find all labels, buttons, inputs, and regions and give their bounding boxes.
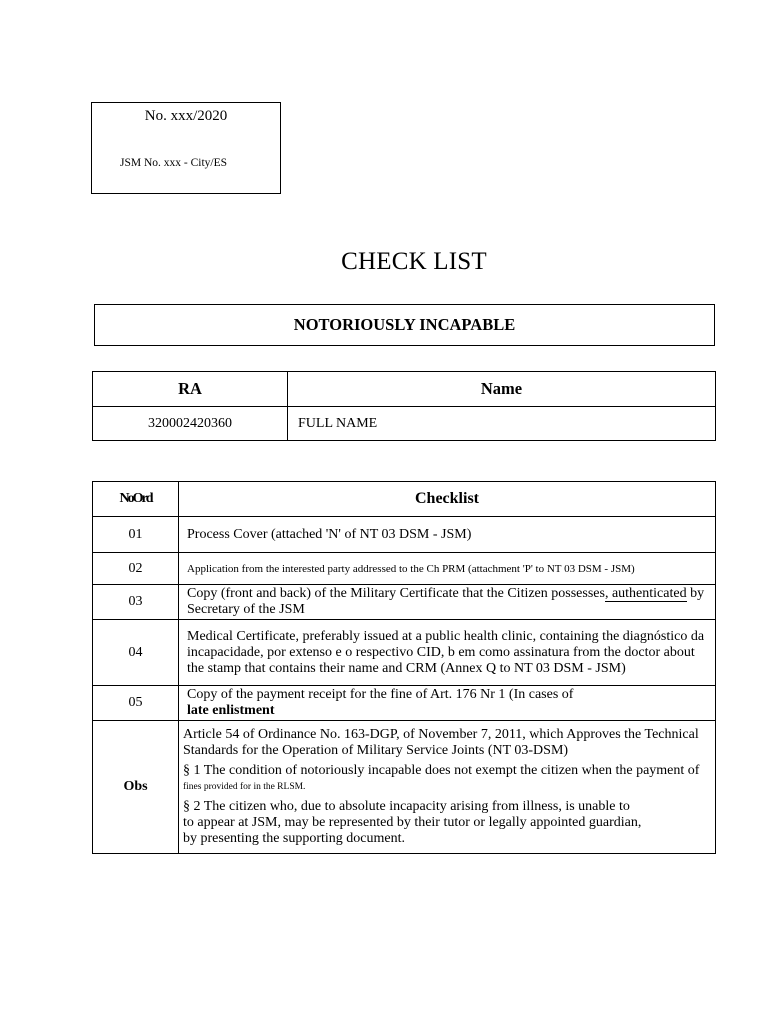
ra-value: 320002420360	[93, 407, 288, 441]
identity-header-row	[93, 372, 716, 407]
page-title: CHECK LIST	[341, 248, 487, 275]
subtitle-box: NOTORIOUSLY INCAPABLE	[94, 304, 715, 346]
item-text-part: by Secretary of the JSM	[187, 586, 705, 617]
table-row	[93, 686, 716, 721]
jsm-reference: JSM No. xxx - City/ES	[120, 157, 228, 169]
item-text: Medical Certificate, preferably issued at a public health clinic, containing the diagnóstico da incapacidade, por extenso e o respectivo CID, b em como assinatura from the doctor about the stamp that contains their name and CRM (Annex Q to NT 03 DSM - JSM)	[179, 620, 716, 686]
name-value: FULL NAME	[288, 407, 716, 441]
table-row	[93, 620, 716, 686]
obs-paragraph-1: § 1 The condition of notoriously incapable does not exempt the citizen when the payment of	[183, 763, 700, 778]
item-text	[179, 585, 716, 620]
item-number: 05	[93, 686, 179, 721]
item-number: 03	[93, 585, 179, 620]
name-header: Name	[288, 372, 716, 407]
obs-label: Obs	[93, 721, 179, 854]
checklist-table	[92, 481, 716, 854]
item-text-part: Copy (front and back) of the Military Certificate that the Citizen possesses	[187, 586, 605, 601]
obs-article: Article 54 of Ordinance No. 163-DGP, of November 7, 2011, which Approves the Technical Standards for the Operation of Military Service Joints (NT 03-DSM)	[183, 727, 699, 758]
item-text-bold: late enlistment	[187, 703, 275, 718]
no-ord-header: NoOrd	[93, 482, 179, 517]
item-text: Process Cover (attached 'N' of NT 03 DSM - JSM)	[179, 517, 716, 553]
item-number: 01	[93, 517, 179, 553]
item-text	[179, 686, 716, 721]
identity-table	[92, 371, 716, 441]
header-box	[91, 102, 281, 194]
table-row	[93, 553, 716, 585]
obs-row	[93, 721, 716, 854]
document-number: No. xxx/2020	[144, 108, 228, 124]
ra-header: RA	[93, 372, 288, 407]
item-number: 02	[93, 553, 179, 585]
obs-paragraph-2: § 2 The citizen who, due to absolute incapacity arising from illness, is unable to	[183, 799, 630, 814]
item-text: Application from the interested party addressed to the Ch PRM (attachment 'P' to NT 03 DSM - JSM)	[179, 553, 716, 585]
checklist-header: Checklist	[179, 482, 716, 517]
item-text-line: Copy of the payment receipt for the fine of Art. 176 Nr 1 (In cases of	[187, 687, 574, 702]
obs-text	[179, 721, 716, 854]
obs-paragraph-2-end: by presenting the supporting document.	[183, 831, 406, 846]
obs-paragraph-2-cont: to appear at JSM, may be represented by their tutor or legally appointed guardian,	[183, 815, 642, 830]
item-number: 04	[93, 620, 179, 686]
table-row	[93, 517, 716, 553]
item-text-underlined: , authenticated	[604, 586, 687, 601]
table-row	[93, 585, 716, 620]
checklist-header-row	[93, 482, 716, 517]
obs-paragraph-1-cont: fines provided for in the RLSM.	[183, 782, 306, 792]
identity-row	[93, 407, 716, 441]
